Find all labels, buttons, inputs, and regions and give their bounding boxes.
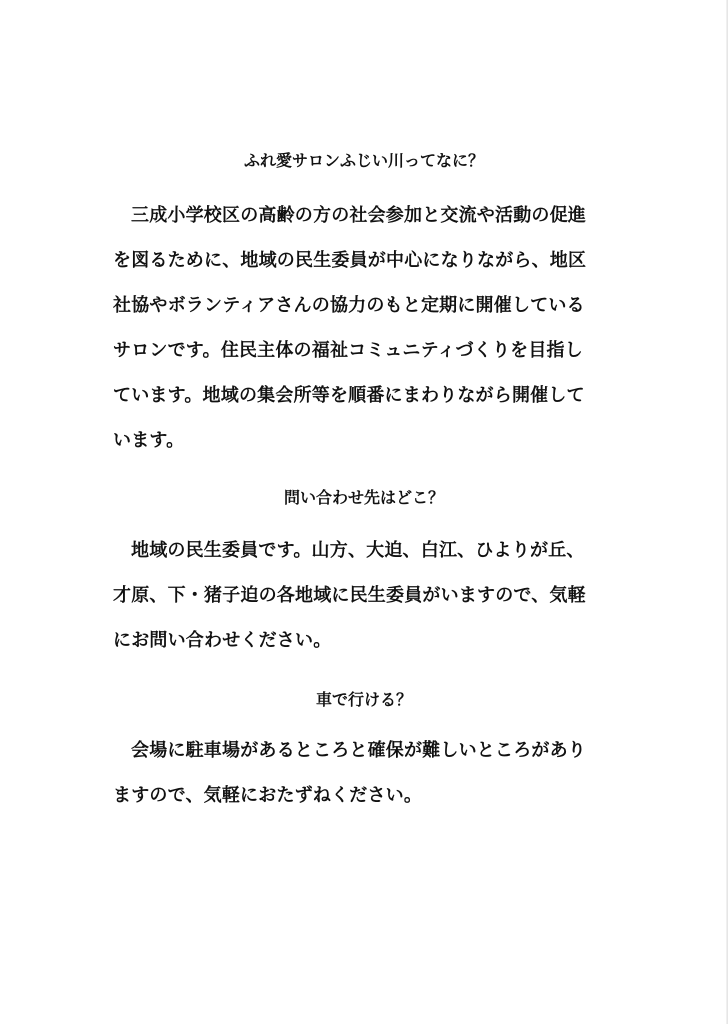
paragraph-line: 社協やボランティアさんの協力のもと定期に開催している bbox=[113, 295, 585, 316]
paragraph-line: サロンです。住民主体の福祉コミュニティづくりを目指し bbox=[113, 340, 583, 361]
paragraph-line: 才原、下・猪子迫の各地域に民生委員がいますので、気軽 bbox=[113, 585, 586, 606]
section-heading-salon: ふれ愛サロンふじい川ってなに？ bbox=[243, 151, 484, 170]
section-heading-contact: 問い合わせ先はどこ？ bbox=[283, 488, 444, 507]
paragraph-line: 会場に駐車場があるところと確保が難しいところがあり bbox=[131, 740, 586, 761]
paragraph-line: にお問い合わせください。 bbox=[113, 630, 332, 651]
paragraph-line: 地域の民生委員です。山方、大迫、白江、ひよりが丘、 bbox=[131, 540, 585, 561]
paragraph-line: ますので、気軽におたずねください。 bbox=[113, 785, 423, 806]
paragraph-line: を図るために、地域の民生委員が中心になりながら、地区 bbox=[113, 250, 587, 271]
paragraph-line: ています。地域の集会所等を順番にまわりながら開催して bbox=[113, 385, 585, 406]
paragraph-line: 三成小学校区の高齢の方の社会参加と交流や活動の促進 bbox=[131, 205, 586, 226]
paragraph-line: います。 bbox=[113, 430, 185, 451]
section-heading-car: 車で行ける？ bbox=[315, 690, 412, 709]
